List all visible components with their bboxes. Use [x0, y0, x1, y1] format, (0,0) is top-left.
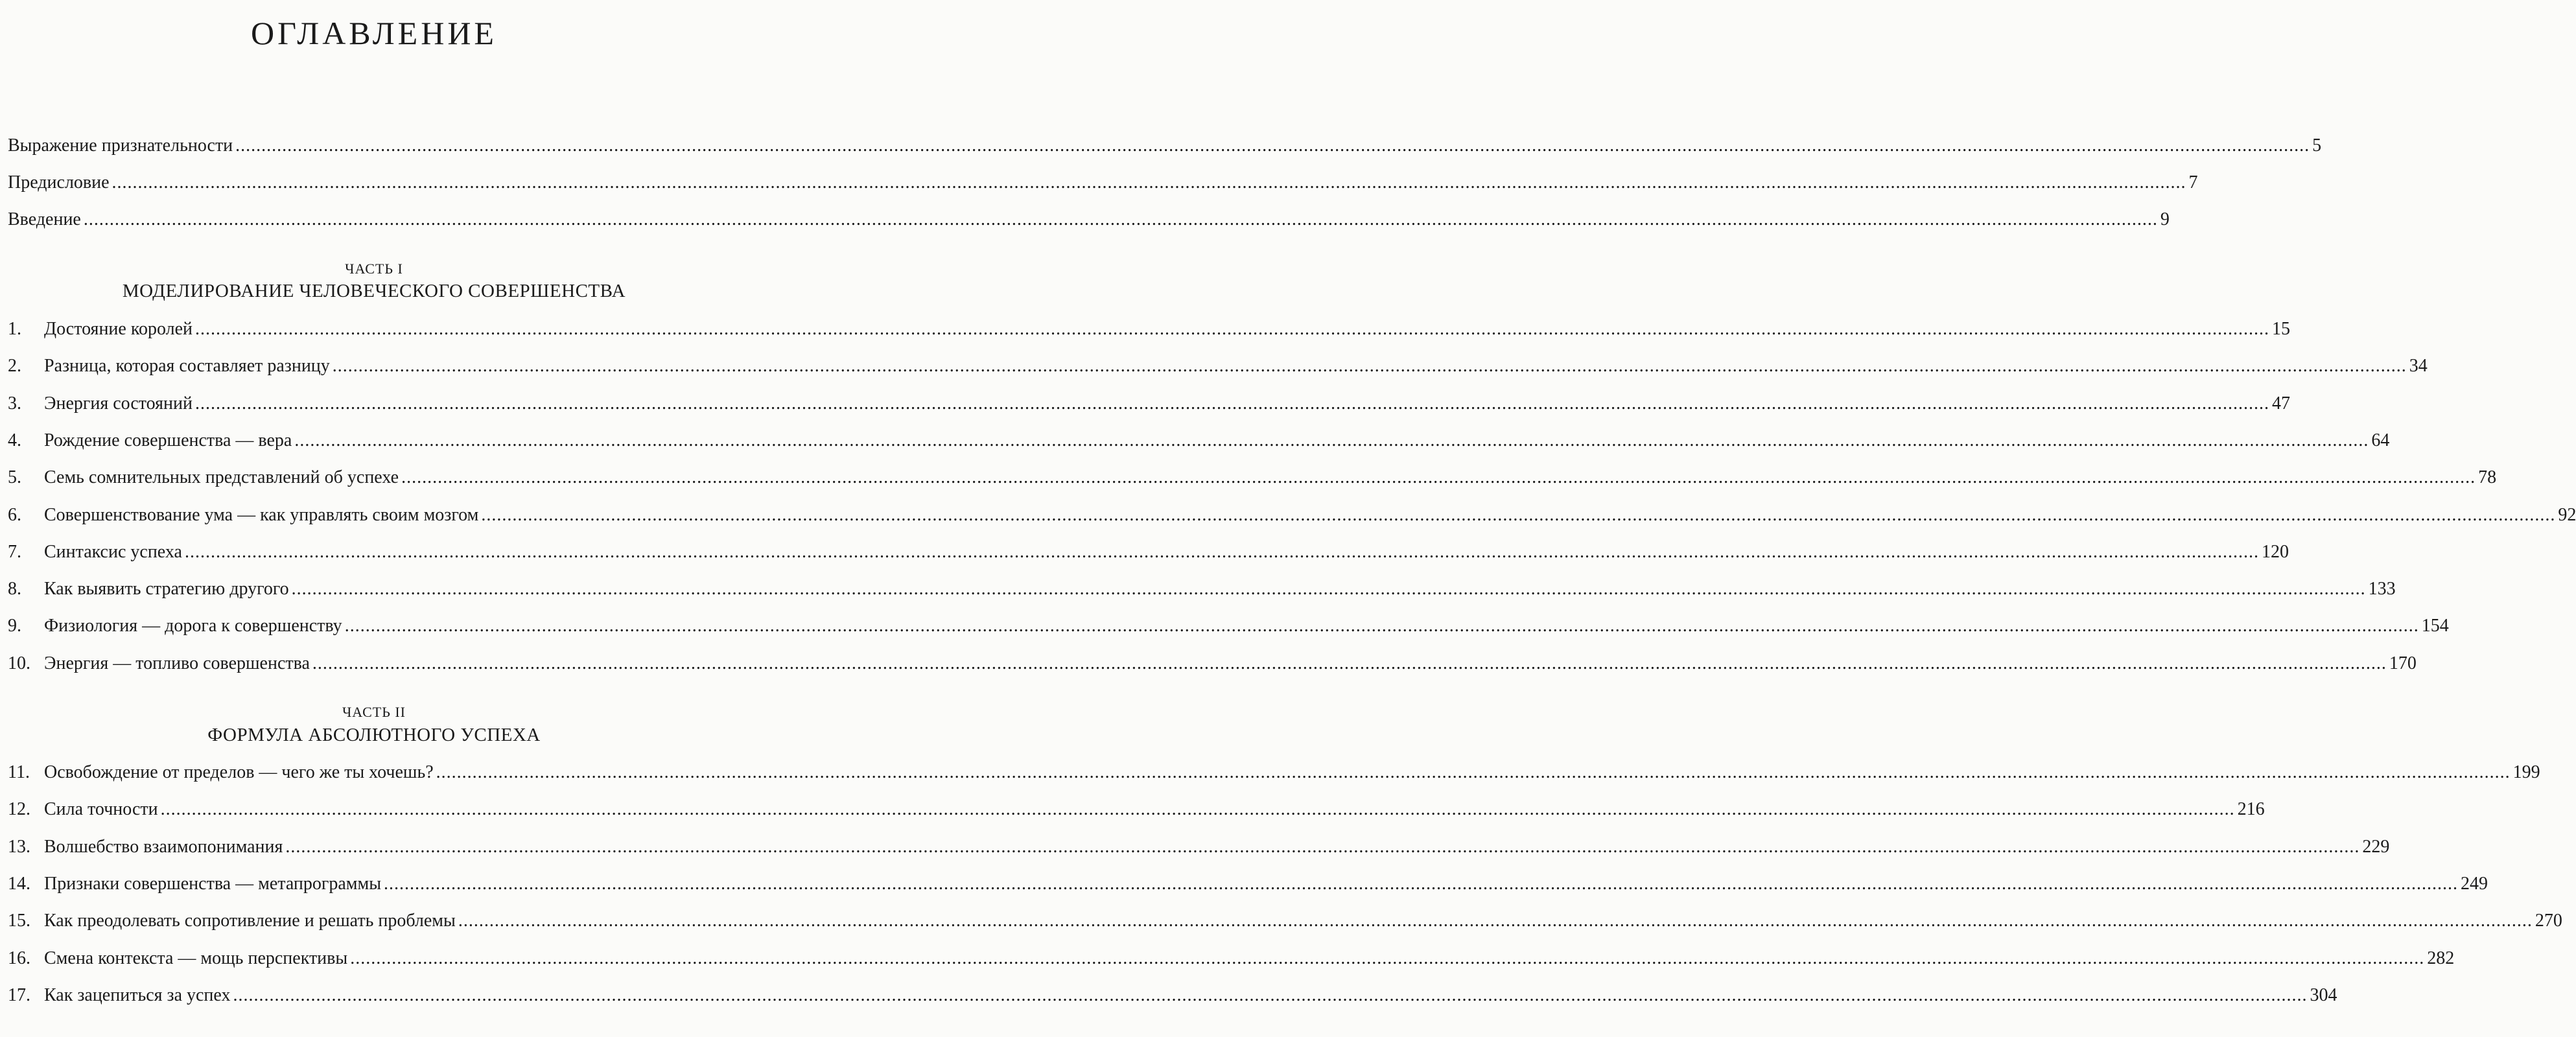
toc-entry[interactable]	[8, 799, 2265, 825]
toc-entry[interactable]	[8, 653, 2417, 679]
entry-title: Введение	[8, 209, 81, 229]
toc-entry[interactable]	[8, 985, 2337, 1011]
page-title: ОГЛАВЛЕНИЕ	[251, 15, 497, 51]
part-title: МОДЕЛИРОВАНИЕ ЧЕЛОВЕЧЕСКОГО СОВЕРШЕНСТВА	[122, 281, 626, 301]
chapter-number: 17.	[8, 985, 30, 1005]
page-number: 199	[2512, 762, 2540, 782]
chapter-number: 5.	[8, 467, 21, 487]
toc-entry[interactable]	[8, 948, 2455, 974]
dot-leader: ................................................................................................................................................................................................................................................................................................................................................................................................................	[184, 542, 2259, 562]
toc-entry[interactable]	[8, 911, 2562, 937]
chapter-number: 6.	[8, 505, 21, 525]
dot-leader: ................................................................................................................................................................................................................................................................................................................................................................................................................	[458, 911, 2533, 931]
entry-title: Достояние королей	[44, 319, 193, 339]
page-number: 282	[2427, 948, 2455, 968]
entry-title: Смена контекста — мощь перспективы	[44, 948, 348, 968]
toc-entry[interactable]	[8, 356, 2428, 382]
dot-leader: ................................................................................................................................................................................................................................................................................................................................................................................................................	[350, 948, 2425, 968]
toc-entry[interactable]	[8, 467, 2497, 493]
page-number: 15	[2272, 319, 2291, 339]
chapter-number: 10.	[8, 653, 30, 673]
toc-entry[interactable]	[8, 209, 2170, 235]
dot-leader: ................................................................................................................................................................................................................................................................................................................................................................................................................	[285, 837, 2360, 857]
toc-entry[interactable]	[8, 874, 2488, 900]
page-number: 78	[2478, 467, 2497, 487]
entry-title: Волшебство взаимопонимания	[44, 837, 283, 857]
entry-title: Сила точности	[44, 799, 158, 819]
entry-title: Разница, которая составляет разницу	[44, 356, 330, 376]
dot-leader: ................................................................................................................................................................................................................................................................................................................................................................................................................	[111, 172, 2186, 192]
chapter-number: 4.	[8, 430, 21, 450]
dot-leader: ................................................................................................................................................................................................................................................................................................................................................................................................................	[233, 985, 2308, 1005]
entry-title: Выражение признательности	[8, 135, 233, 156]
entry-title: Энергия состояний	[44, 393, 193, 414]
part-title: ФОРМУЛА АБСОЛЮТНОГО УСПЕХА	[207, 725, 541, 745]
chapter-number: 8.	[8, 579, 21, 599]
dot-leader: ................................................................................................................................................................................................................................................................................................................................................................................................................	[384, 874, 2459, 894]
entry-title: Как зацепиться за успех	[44, 985, 231, 1005]
page-number: 170	[2389, 653, 2417, 673]
page-number: 304	[2310, 985, 2337, 1005]
page-number: 34	[2409, 356, 2428, 376]
toc-entry[interactable]	[8, 762, 2540, 788]
chapter-number: 14.	[8, 874, 30, 894]
toc-entry[interactable]	[8, 393, 2290, 419]
dot-leader: ................................................................................................................................................................................................................................................................................................................................................................................................................	[481, 505, 2556, 525]
chapter-number: 3.	[8, 393, 21, 414]
dot-leader: ................................................................................................................................................................................................................................................................................................................................................................................................................	[344, 616, 2419, 636]
dot-leader: ................................................................................................................................................................................................................................................................................................................................................................................................................	[312, 653, 2387, 673]
chapter-number: 11.	[8, 762, 30, 782]
toc-entry[interactable]	[8, 135, 2322, 161]
entry-title: Как преодолевать сопротивление и решать проблемы	[44, 911, 456, 931]
chapter-number: 1.	[8, 319, 21, 339]
entry-title: Физиология — дорога к совершенству	[44, 616, 342, 636]
dot-leader: ................................................................................................................................................................................................................................................................................................................................................................................................................	[294, 430, 2369, 450]
toc-entry[interactable]	[8, 837, 2390, 863]
entry-title: Семь сомнительных представлений об успехе	[44, 467, 399, 487]
page-number: 120	[2261, 542, 2289, 562]
dot-leader: ................................................................................................................................................................................................................................................................................................................................................................................................................	[401, 467, 2476, 487]
entry-title: Энергия — топливо совершенства	[44, 653, 310, 673]
dot-leader: ................................................................................................................................................................................................................................................................................................................................................................................................................	[194, 393, 2269, 414]
chapter-number: 16.	[8, 948, 30, 968]
dot-leader: ................................................................................................................................................................................................................................................................................................................................................................................................................	[291, 579, 2366, 599]
page-number: 249	[2461, 874, 2488, 894]
page-number: 64	[2371, 430, 2390, 450]
entry-title: Синтаксис успеха	[44, 542, 182, 562]
entry-title: Совершенствование ума — как управлять своим мозгом	[44, 505, 479, 525]
chapter-number: 12.	[8, 799, 30, 819]
chapter-number: 2.	[8, 356, 21, 376]
entry-title: Признаки совершенства — метапрограммы	[44, 874, 382, 894]
toc-entry[interactable]	[8, 579, 2396, 605]
chapter-number: 7.	[8, 542, 21, 562]
dot-leader: ................................................................................................................................................................................................................................................................................................................................................................................................................	[436, 762, 2511, 782]
toc-entry[interactable]	[8, 172, 2198, 198]
dot-leader: ................................................................................................................................................................................................................................................................................................................................................................................................................	[332, 356, 2407, 376]
page-number: 9	[2160, 209, 2170, 229]
toc-entry[interactable]	[8, 505, 2576, 531]
entry-title: Предисловие	[8, 172, 110, 192]
page-number: 133	[2368, 579, 2396, 599]
dot-leader: ................................................................................................................................................................................................................................................................................................................................................................................................................	[83, 209, 2158, 229]
page-number: 229	[2362, 837, 2390, 857]
page-number: 47	[2271, 393, 2290, 414]
part-number: ЧАСТЬ II	[342, 704, 406, 720]
page-number: 7	[2188, 172, 2198, 192]
dot-leader: ................................................................................................................................................................................................................................................................................................................................................................................................................	[195, 319, 2270, 339]
dot-leader: ................................................................................................................................................................................................................................................................................................................................................................................................................	[235, 135, 2310, 156]
chapter-number: 15.	[8, 911, 30, 931]
chapter-number: 13.	[8, 837, 30, 857]
toc-entry[interactable]	[8, 542, 2289, 568]
page-number: 92	[2558, 505, 2576, 525]
part-number: ЧАСТЬ I	[345, 261, 403, 277]
toc-entry[interactable]	[8, 616, 2449, 642]
entry-title: Как выявить стратегию другого	[44, 579, 289, 599]
page-number: 270	[2535, 911, 2562, 931]
entry-title: Освобождение от пределов — чего же ты хочешь?	[44, 762, 434, 782]
entry-title: Рождение совершенства — вера	[44, 430, 292, 450]
page-number: 154	[2421, 616, 2449, 636]
dot-leader: ................................................................................................................................................................................................................................................................................................................................................................................................................	[160, 799, 2235, 819]
page-number: 216	[2237, 799, 2265, 819]
toc-entry[interactable]	[8, 430, 2390, 456]
toc-entry[interactable]	[8, 319, 2291, 345]
chapter-number: 9.	[8, 616, 21, 636]
page-number: 5	[2312, 135, 2322, 156]
